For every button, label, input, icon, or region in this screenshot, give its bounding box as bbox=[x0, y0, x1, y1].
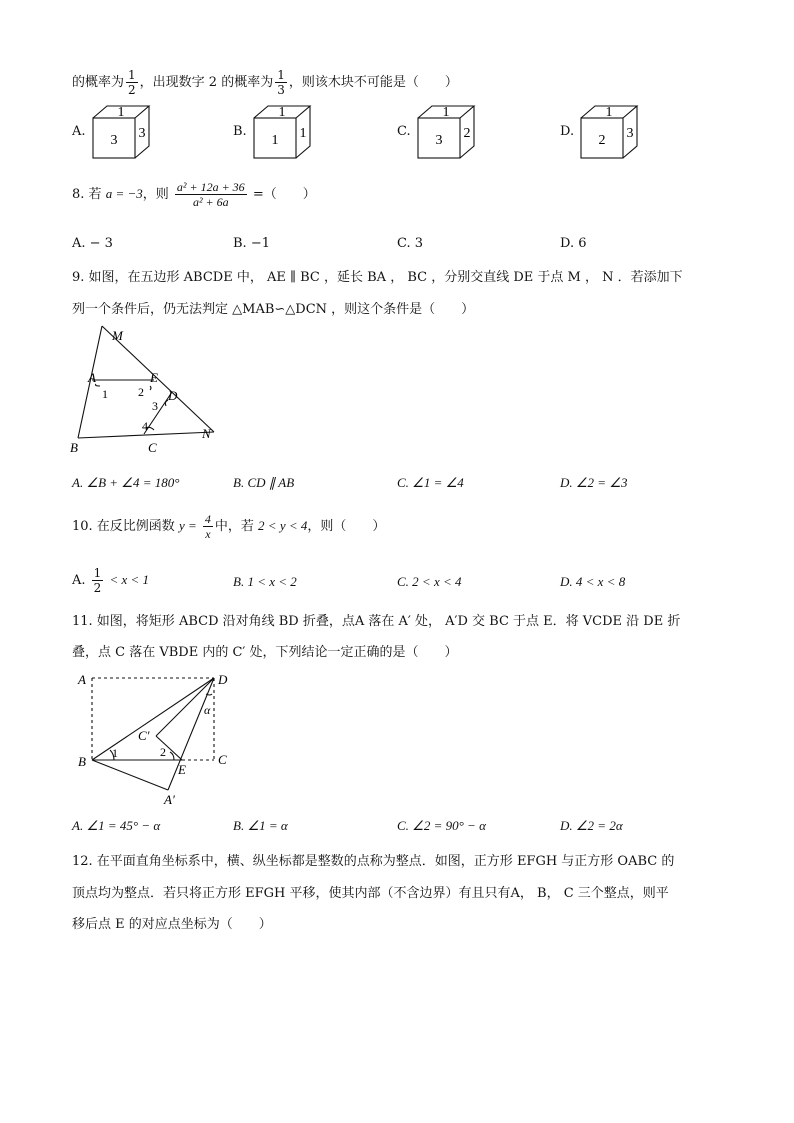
q11-stem-line2: 叠，点 C 落在 VBDE 内的 C′ 处，下列结论一定正确的是（ ） bbox=[72, 645, 458, 660]
q9-angle-2: 2 bbox=[138, 385, 144, 399]
q12-stem-line1: 12. 在平面直角坐标系中，横、纵坐标都是整数的点称为整点．如图，正方形 EFGH 与正方形 OABC 的 bbox=[72, 854, 675, 869]
q8-option-d[interactable]: D. 6 bbox=[560, 236, 587, 251]
q9-option-d[interactable]: D. ∠2 = ∠3 bbox=[560, 475, 628, 490]
q11-option-d[interactable]: D. ∠2 = 2α bbox=[560, 818, 623, 833]
q11-option-b[interactable]: B. ∠1 = α bbox=[233, 818, 288, 833]
q12-stem-line2: 顶点均为整点．若只将正方形 EFGH 平移，使其内部（不含边界）有且只有A， B， C 三个整点，则平 bbox=[72, 886, 669, 901]
q11-figure bbox=[74, 666, 244, 810]
q7-fraction-half: $\frac{1}{2}$ bbox=[128, 68, 136, 97]
q9-stem-line2: 列一个条件后，仍无法判定 △MAB∽△DCN ，则这个条件是（ ） bbox=[72, 302, 475, 317]
q11-label-c-prime: C′ bbox=[138, 728, 150, 743]
q9-angle-1: 1 bbox=[102, 387, 108, 401]
q9-label-b: B bbox=[70, 440, 78, 455]
q8-option-a[interactable]: A. − 3 bbox=[72, 236, 113, 251]
q9-label-e: E bbox=[150, 370, 158, 385]
q10-option-d[interactable]: D. 4 < x < 8 bbox=[560, 574, 626, 589]
q9-stem-line1: 9. 如图，在五边形 ABCDE 中， AE ∥ BC ，延长 BA ， BC ，分别交直线 DE 于点 M ， N ．若添加下 bbox=[72, 270, 683, 285]
cube-top-face: 1 bbox=[278, 105, 286, 120]
cube-icon bbox=[251, 104, 317, 160]
q9-option-a[interactable]: A. ∠B + ∠4 = 180° bbox=[72, 475, 180, 490]
q11-option-c[interactable]: C. ∠2 = 90° − α bbox=[397, 818, 486, 833]
cube-side-face: 3 bbox=[626, 126, 634, 141]
q9-label-m: M bbox=[112, 328, 123, 343]
q11-label-b: B bbox=[78, 754, 86, 769]
q9-figure bbox=[66, 324, 226, 458]
q9-label-d: D bbox=[168, 388, 178, 403]
q9-label-a: A bbox=[88, 370, 96, 385]
cube-top-face: 1 bbox=[442, 105, 450, 120]
q7-fraction-third: $\frac{1}{3}$ bbox=[277, 68, 285, 97]
q11-angle-1: 1 bbox=[112, 746, 118, 760]
q9-angle-4: 4 bbox=[142, 419, 148, 433]
cube-icon bbox=[415, 104, 481, 160]
cube-top-face: 1 bbox=[605, 105, 613, 120]
q11-label-e: E bbox=[178, 762, 186, 777]
cube-top-face: 1 bbox=[117, 105, 125, 120]
q11-angle-alpha: α bbox=[204, 703, 211, 717]
q10-option-c[interactable]: C. 2 < x < 4 bbox=[397, 574, 462, 589]
q11-label-c: C bbox=[218, 752, 227, 767]
q9-option-b[interactable]: B. CD ∥ AB bbox=[233, 475, 295, 490]
q8-option-b[interactable]: B. −1 bbox=[233, 236, 270, 251]
q7-option-label: D. bbox=[560, 124, 575, 139]
cube-side-face: 2 bbox=[463, 126, 471, 141]
q10-option-b[interactable]: B. 1 < x < 2 bbox=[233, 574, 297, 589]
cube-side-face: 3 bbox=[138, 126, 146, 141]
q11-label-a: A bbox=[78, 672, 86, 687]
q7-option-label: B. bbox=[233, 124, 247, 139]
cube-side-face: 1 bbox=[299, 126, 307, 141]
q12-stem-line3: 移后点 E 的对应点坐标为（ ） bbox=[72, 917, 272, 932]
q10-function-fraction: $\frac{4}{x}$ bbox=[204, 512, 211, 541]
cube-icon bbox=[90, 104, 156, 160]
q7-option-label: A. bbox=[72, 124, 86, 139]
q7-stem: 的概率为 $\frac{1}{2}$ ，出现数字 2 的概率为 $\frac{1}{3}$ ，则该木块不可能是（ ） bbox=[72, 68, 458, 97]
q10-option-a[interactable]: A. $\frac{1}{2}$ < x < 1 bbox=[72, 566, 150, 595]
q11-stem-line1: 11. 如图，将矩形 ABCD 沿对角线 BD 折叠，点A 落在 A′ 处， A′D 交 BC 于点 E．将 VCDE 沿 DE 折 bbox=[72, 614, 681, 629]
q11-label-a-prime: A′ bbox=[164, 792, 175, 807]
q11-angle-2: 2 bbox=[160, 745, 166, 759]
cube-front-face: 2 bbox=[598, 133, 606, 148]
q11-label-d: D bbox=[218, 672, 228, 687]
cube-front-face: 3 bbox=[110, 133, 118, 148]
q9-angle-3: 3 bbox=[152, 399, 158, 413]
cube-front-face: 3 bbox=[435, 133, 443, 148]
q7-option-label: C. bbox=[397, 124, 411, 139]
q11-option-a[interactable]: A. ∠1 = 45° − α bbox=[72, 818, 161, 833]
q10-option-a-fraction: $\frac{1}{2}$ bbox=[93, 566, 102, 595]
q10-stem: 10. 在反比例函数 y = $\frac{4}{x}$ 中，若 2 < y < 4，则（ ） bbox=[72, 512, 386, 541]
q8-option-c[interactable]: C. 3 bbox=[397, 236, 424, 251]
cube-front-face: 1 bbox=[271, 133, 279, 148]
cube-icon bbox=[578, 104, 644, 160]
q9-option-c[interactable]: C. ∠1 = ∠4 bbox=[397, 475, 464, 490]
q9-label-n: N bbox=[202, 426, 211, 441]
q8-fraction: $\frac{\text{a² + 12a + 36}}{\text{a² + 6a}}$ bbox=[176, 180, 245, 209]
q8-stem: 8. 若 a = −3，则 $\frac{\text{a² + 12a + 36}}{\text{a² + 6a}}$ =（ ） bbox=[72, 180, 316, 209]
q9-label-c: C bbox=[148, 440, 157, 455]
